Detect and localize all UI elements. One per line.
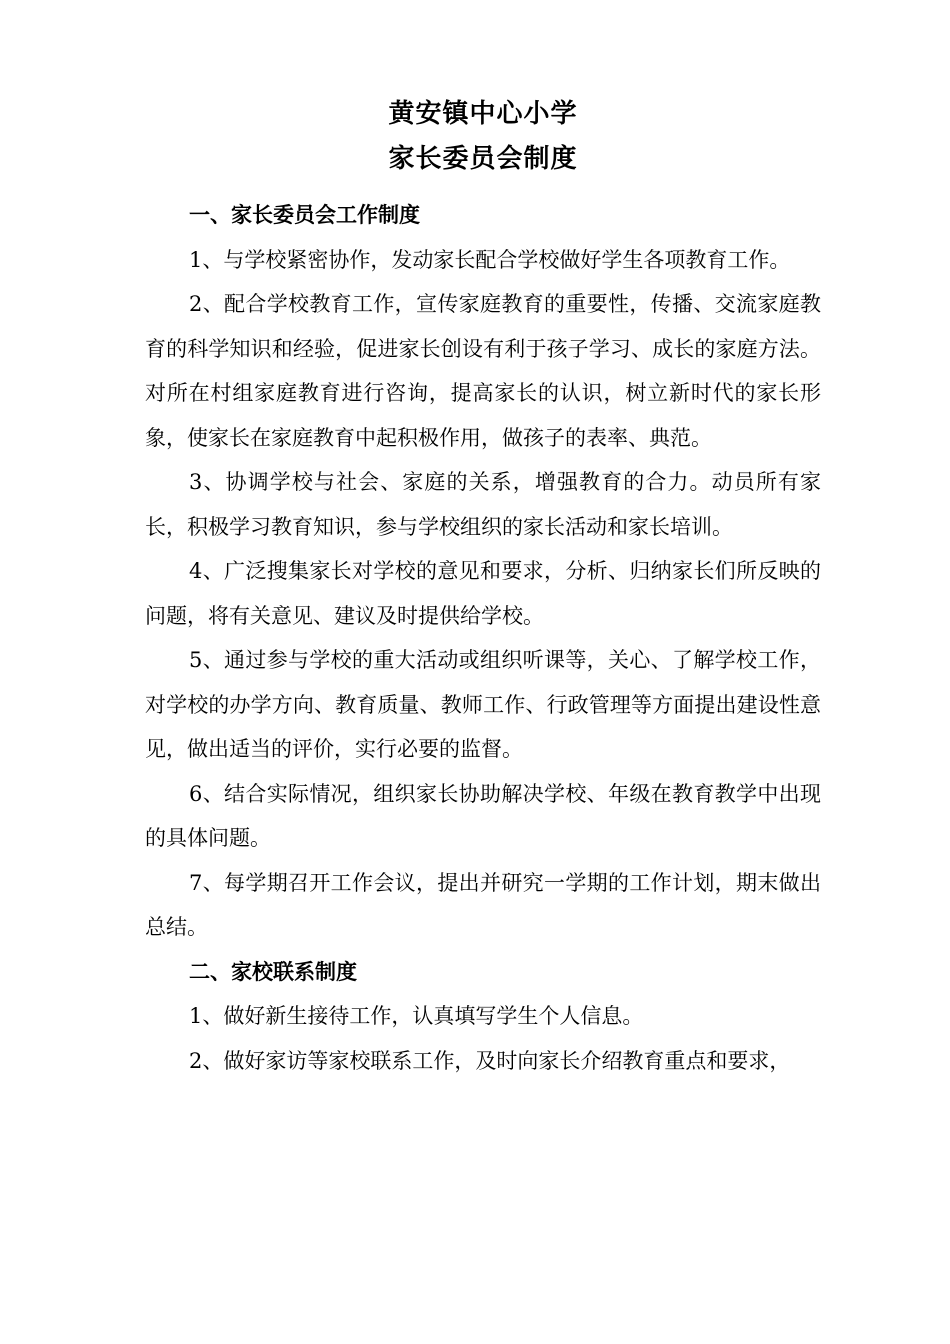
paragraph-item: 2、配合学校教育工作，宣传家庭教育的重要性，传播、交流家庭教育的科学知识和经验，促进家长创设有利于孩子学习、成长的家庭方法。对所在村组家庭教育进行咨询，提高家长的认识，树立新时代的家长形象，使家长在家庭教育中起积极作用，做孩子的表率、典范。 [145, 292, 821, 450]
paragraph-item: 1、与学校紧密协作，发动家长配合学校做好学生各项教育工作。 [189, 247, 791, 272]
section-heading-committee-work: 一、家长委员会工作制度 [189, 203, 420, 227]
document-title-school: 黄安镇中心小学 [388, 99, 578, 129]
paragraph-item: 4、广泛搜集家长对学校的意见和要求，分析、归纳家长们所反映的问题，将有关意见、建议及时提供给学校。 [145, 559, 821, 628]
paragraph-item: 3、协调学校与社会、家庭的关系，增强教育的合力。动员所有家长，积极学习教育知识，参与学校组织的家长活动和家长培训。 [145, 470, 821, 539]
paragraph-item: 2、做好家访等家校联系工作，及时向家长介绍教育重点和要求， [189, 1048, 791, 1073]
document-title-regulation: 家长委员会制度 [388, 144, 578, 174]
paragraph-item: 6、结合实际情况，组织家长协助解决学校、年级在教育教学中出现的具体问题。 [145, 781, 821, 850]
paragraph-item: 1、做好新生接待工作，认真填写学生个人信息。 [189, 1004, 644, 1028]
paragraph-item: 5、通过参与学校的重大活动或组织听课等，关心、了解学校工作，对学校的办学方向、教育质量、教师工作、行政管理等方面提出建设性意见，做出适当的评价，实行必要的监督。 [145, 648, 821, 761]
section-heading-home-school-contact: 二、家校联系制度 [189, 959, 357, 984]
paragraph-item: 7、每学期召开工作会议，提出并研究一学期的工作计划，期末做出总结。 [145, 870, 821, 939]
document-page [145, 92, 821, 1083]
